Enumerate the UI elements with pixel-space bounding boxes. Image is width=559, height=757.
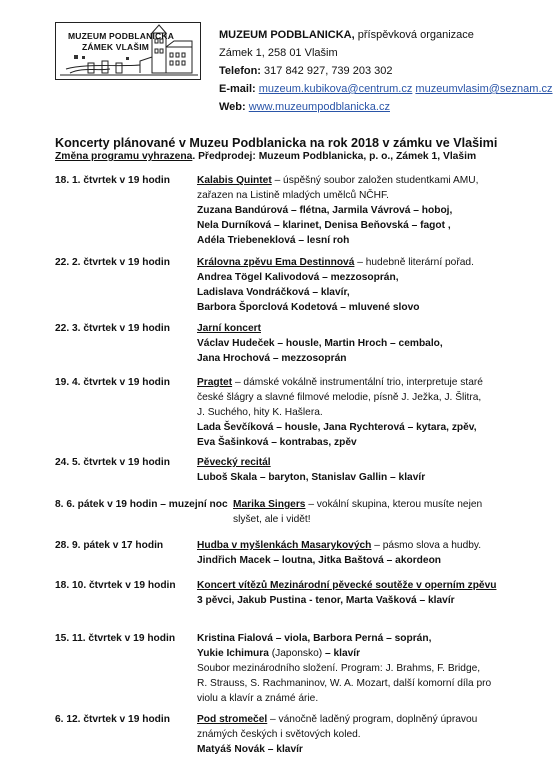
program-change-note: Změna programu vyhrazena xyxy=(55,151,193,162)
event-description: – úspěšný soubor založen studentkami AMU, xyxy=(271,175,479,186)
event-name: Pragtet xyxy=(197,377,233,388)
event-details xyxy=(197,538,527,568)
event-performers xyxy=(197,233,527,248)
line-text: 3 pěvci, Jakub Pustina - tenor, Marta Vašková – klavír xyxy=(197,595,455,606)
event-performers xyxy=(197,553,527,568)
org-address: Zámek 1, 258 01 Vlašim xyxy=(219,47,338,59)
line-text: Yukie Ichimura xyxy=(197,648,269,659)
event-first-line xyxy=(197,255,527,270)
event-date: 6. 12. čtvrtek v 19 hodin xyxy=(55,714,170,725)
event-details xyxy=(197,712,527,757)
event-description-line xyxy=(197,691,527,706)
line-text: Nela Durníková – klarinet, Denisa Beňovská – fagot , xyxy=(197,220,451,231)
event-details xyxy=(197,455,527,485)
event-description-line xyxy=(197,188,527,203)
event-first-line xyxy=(197,538,527,553)
phone-label: Telefon: xyxy=(219,65,261,77)
event-first-line xyxy=(197,321,527,336)
org-email-line xyxy=(219,80,553,98)
event-name: Jarní koncert xyxy=(197,323,261,334)
event-description: – hudebně literární pořad. xyxy=(354,257,474,268)
event-date: 22. 3. čtvrtek v 19 hodin xyxy=(55,323,170,334)
phone-number: 317 842 927, 739 203 302 xyxy=(264,65,393,77)
event-date: 8. 6. pátek v 19 hodin – muzejní noc xyxy=(55,499,228,510)
line-text: Václav Hudeček – housle, Martin Hroch – cembalo, xyxy=(197,338,443,349)
email-link-2[interactable]: muzeumvlasim@seznam.cz xyxy=(415,83,553,95)
museum-logo xyxy=(55,22,201,80)
line-text: Soubor mezinárodního složení. Program: J. Brahms, F. Bridge, xyxy=(197,663,481,674)
event-name: Hudba v myšlenkách Masarykových xyxy=(197,540,372,551)
event-performers xyxy=(197,203,527,218)
event-details xyxy=(197,578,527,608)
event-performers xyxy=(197,470,527,485)
event-performers xyxy=(197,351,527,366)
org-name-line xyxy=(219,26,553,44)
event-first-line xyxy=(197,375,527,390)
event-performers xyxy=(197,300,527,315)
line-text: violu a klavír a známé árie. xyxy=(197,693,319,704)
event-description-line xyxy=(197,405,527,420)
event-details xyxy=(197,631,527,706)
logo-title-line2: ZÁMEK VLAŠIM xyxy=(82,42,150,52)
line-text: Jindřich Macek – loutna, Jitka Baštová – akordeon xyxy=(197,555,442,566)
event-name: Marika Singers xyxy=(233,499,306,510)
event-description-line xyxy=(197,727,527,742)
event-performers xyxy=(197,435,527,450)
web-link[interactable]: www.muzeumpodblanicka.cz xyxy=(248,101,390,113)
event-description: – dámské vokálně instrumentální trio, interpretuje staré xyxy=(232,377,483,388)
event-name: Koncert vítězů Mezinárodní pěvecké soutěže v operním zpěvu xyxy=(197,580,497,591)
line-text: známých českých i světových koled. xyxy=(197,729,361,740)
event-details xyxy=(197,255,527,315)
event-first-line xyxy=(197,173,527,188)
event-details xyxy=(197,375,527,450)
document-title: Koncerty plánované v Muzeu Podblanicka na rok 2018 v zámku ve Vlašimi xyxy=(55,136,498,150)
event-performers xyxy=(197,593,527,608)
line-text: J. Suchého, hity K. Hašlera. xyxy=(197,407,323,418)
line-text: Zuzana Bandúrová – flétna, Jarmila Vávrová – hoboj, xyxy=(197,205,453,216)
event-first-line xyxy=(233,497,559,512)
event-date: 24. 5. čtvrtek v 19 hodin xyxy=(55,457,170,468)
event-performers xyxy=(197,646,527,661)
event-description: – vokální skupina, kterou musíte nejen xyxy=(305,499,483,510)
event-name: Kalabis Quintet xyxy=(197,175,272,186)
event-performers xyxy=(197,218,527,233)
event-description-line xyxy=(197,661,527,676)
event-performers xyxy=(197,742,527,757)
document-subtitle xyxy=(55,151,476,162)
email-label: E-mail: xyxy=(219,83,256,95)
event-name: Pod stromečel xyxy=(197,714,268,725)
line-text: Eva Šašinková – kontrabas, zpěv xyxy=(197,437,357,448)
line-text: R. Strauss, S. Rachmaninov, W. A. Mozart, další komorní díla pro xyxy=(197,678,492,689)
event-name: Královna zpěvu Ema Destinnová xyxy=(197,257,355,268)
web-label: Web: xyxy=(219,101,246,113)
event-details xyxy=(197,173,527,248)
event-description: – vánočně laděný program, doplněný úpravou xyxy=(267,714,478,725)
event-first-line xyxy=(197,578,527,593)
event-description-line xyxy=(197,390,527,405)
org-name: MUZEUM PODBLANICKA, xyxy=(219,29,355,41)
line-text: slyšet, ale i vidět! xyxy=(233,514,311,525)
line-text: Lada Ševčíková – housle, Jana Rychterová – kytara, zpěv, xyxy=(197,422,477,433)
event-performers xyxy=(197,336,527,351)
organization-info xyxy=(219,26,553,116)
org-type: příspěvková organizace xyxy=(357,29,474,41)
event-performers xyxy=(197,285,527,300)
performer-country: (Japonsko) xyxy=(268,648,323,659)
event-date: 28. 9. pátek v 17 hodin xyxy=(55,540,164,551)
event-date: 22. 2. čtvrtek v 19 hodin xyxy=(55,257,170,268)
org-web-line xyxy=(219,98,553,116)
line-text: Andrea Tögel Kalivodová – mezzosoprán, xyxy=(197,272,399,283)
event-date: 18. 1. čtvrtek v 19 hodin xyxy=(55,175,170,186)
email-link-1[interactable]: muzeum.kubikova@centrum.cz xyxy=(258,83,413,95)
event-description-line xyxy=(233,512,559,527)
event-performers xyxy=(197,420,527,435)
event-date: 18. 10. čtvrtek v 19 hodin xyxy=(55,580,176,591)
line-text: Jana Hrochová – mezzosoprán xyxy=(197,353,347,364)
event-first-line xyxy=(197,712,527,727)
event-description-line xyxy=(197,676,527,691)
event-details xyxy=(233,497,559,527)
line-text: zařazen na Listině mladých umělců NČHF. xyxy=(197,190,389,201)
performer-instrument: – klavír xyxy=(322,648,361,659)
line-text: Barbora Šporclová Kodetová – mluvené slovo xyxy=(197,302,420,313)
event-details xyxy=(197,321,527,366)
event-date: 19. 4. čtvrtek v 19 hodin xyxy=(55,377,170,388)
event-performers: Kristina Fialová – viola, Barbora Perná – soprán, xyxy=(197,633,432,644)
org-phone-line xyxy=(219,62,553,80)
line-text: Luboš Skala – baryton, Stanislav Gallin – klavír xyxy=(197,472,426,483)
event-first-line xyxy=(197,455,527,470)
logo-title-line1: MUZEUM PODBLANICKA xyxy=(68,31,175,41)
line-text: Adéla Triebeneklová – lesní roh xyxy=(197,235,350,246)
line-text: Ladislava Vondráčková – klavír, xyxy=(197,287,350,298)
event-name: Pěvecký recitál xyxy=(197,457,271,468)
line-text: české šlágry a slavné filmové melodie, písně J. Ježka, J. Šlitra, xyxy=(197,392,482,403)
line-text: Matyáš Novák – klavír xyxy=(197,744,303,755)
event-date: 15. 11. čtvrtek v 19 hodin xyxy=(55,633,176,644)
event-performers xyxy=(197,270,527,285)
presale-info: . Předprodej: Muzeum Podblanicka, p. o., Zámek 1, Vlašim xyxy=(192,151,477,162)
event-description: – pásmo slova a hudby. xyxy=(371,540,482,551)
event-first-line xyxy=(197,631,527,646)
